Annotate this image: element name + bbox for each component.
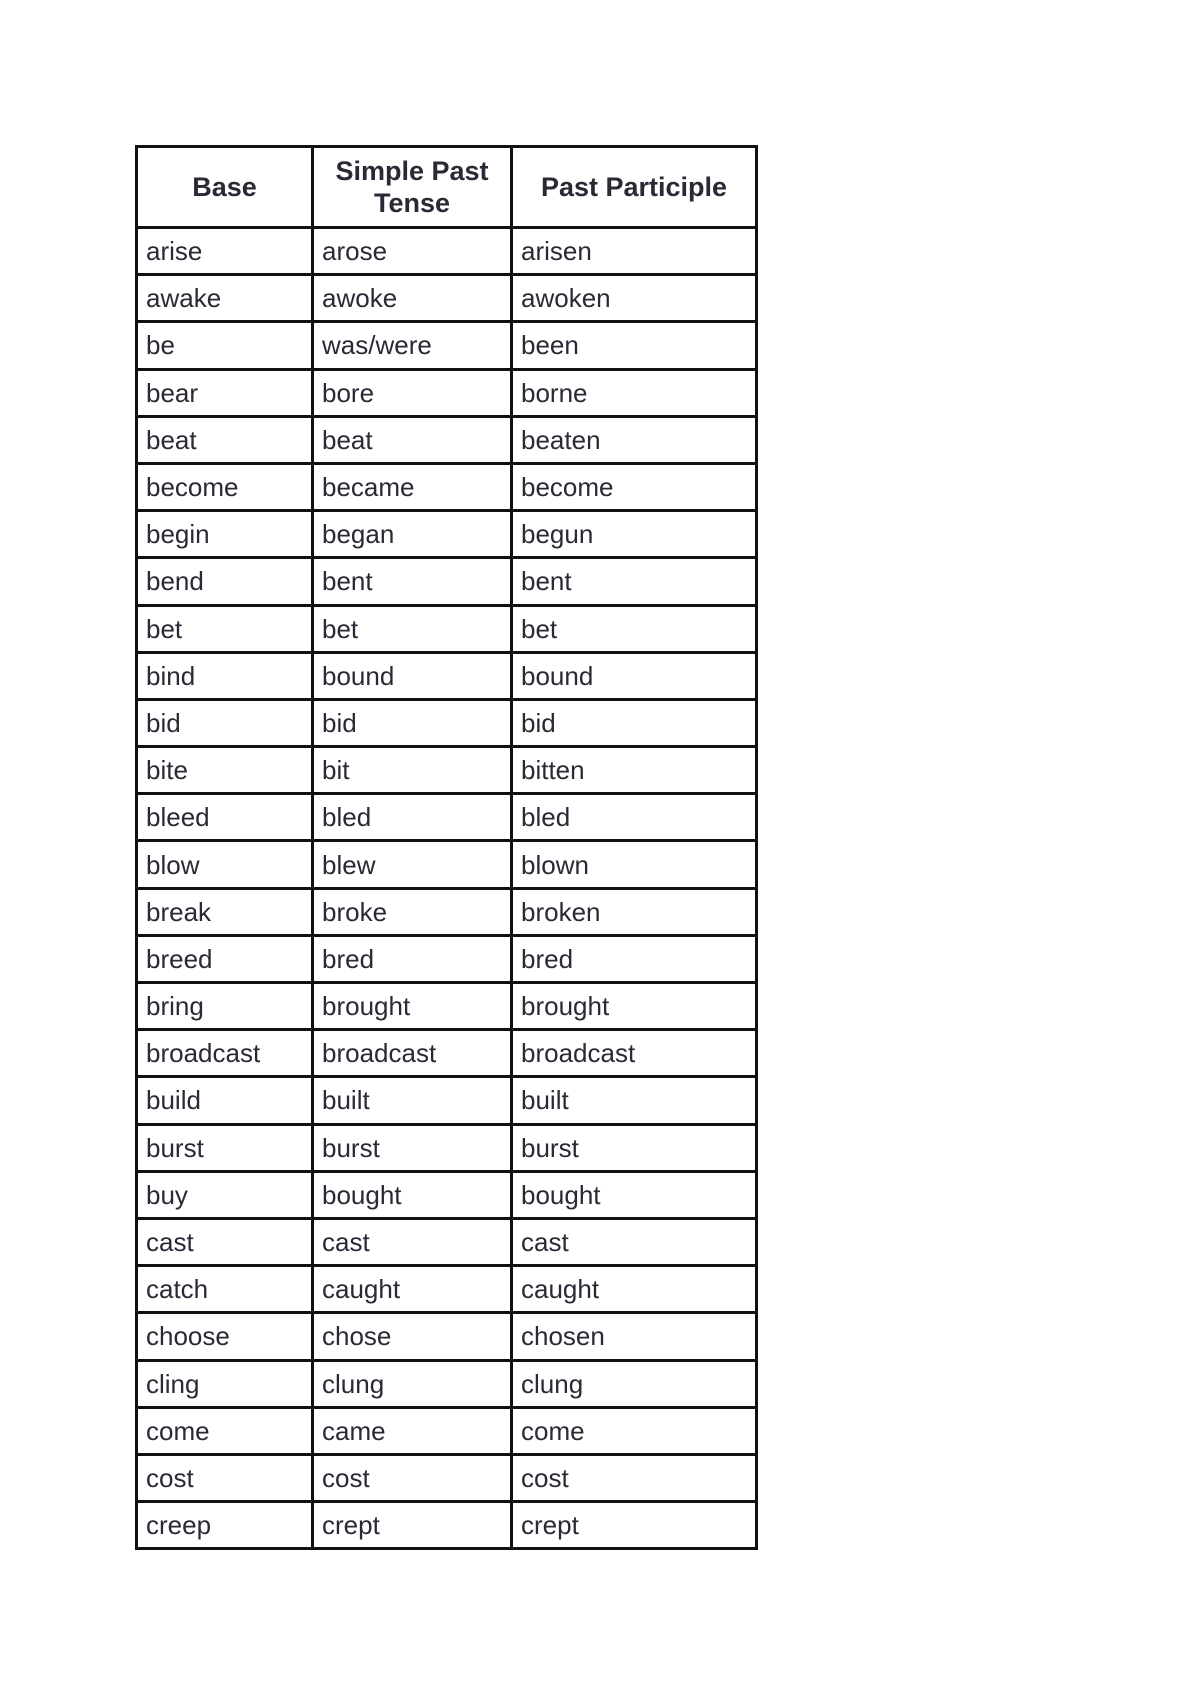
cell-past-participle: bitten bbox=[512, 747, 757, 794]
header-base: Base bbox=[137, 147, 313, 228]
table-row bbox=[137, 1454, 757, 1501]
table-row bbox=[137, 322, 757, 369]
cell-base: creep bbox=[137, 1502, 313, 1549]
cell-base: bleed bbox=[137, 794, 313, 841]
cell-past-participle: bet bbox=[512, 605, 757, 652]
table-row bbox=[137, 794, 757, 841]
cell-past-participle: built bbox=[512, 1077, 757, 1124]
table-row bbox=[137, 558, 757, 605]
cell-base: come bbox=[137, 1407, 313, 1454]
cell-simple-past: became bbox=[313, 463, 512, 510]
cell-base: become bbox=[137, 463, 313, 510]
cell-simple-past: caught bbox=[313, 1266, 512, 1313]
cell-base: bear bbox=[137, 369, 313, 416]
header-past-participle: Past Participle bbox=[512, 147, 757, 228]
table-row bbox=[137, 275, 757, 322]
cell-past-participle: blown bbox=[512, 841, 757, 888]
cell-past-participle: awoken bbox=[512, 275, 757, 322]
cell-base: beat bbox=[137, 416, 313, 463]
cell-base: be bbox=[137, 322, 313, 369]
cell-base: bind bbox=[137, 652, 313, 699]
irregular-verbs-table bbox=[135, 145, 758, 1550]
cell-simple-past: bled bbox=[313, 794, 512, 841]
cell-simple-past: bid bbox=[313, 699, 512, 746]
table-row bbox=[137, 1407, 757, 1454]
table-row bbox=[137, 888, 757, 935]
cell-base: begin bbox=[137, 511, 313, 558]
cell-simple-past: brought bbox=[313, 983, 512, 1030]
cell-base: awake bbox=[137, 275, 313, 322]
table-row bbox=[137, 747, 757, 794]
cell-simple-past: cast bbox=[313, 1218, 512, 1265]
cell-base: bite bbox=[137, 747, 313, 794]
cell-base: breed bbox=[137, 935, 313, 982]
table-row bbox=[137, 511, 757, 558]
cell-base: bring bbox=[137, 983, 313, 1030]
cell-past-participle: caught bbox=[512, 1266, 757, 1313]
table-row bbox=[137, 605, 757, 652]
cell-past-participle: bid bbox=[512, 699, 757, 746]
cell-base: cling bbox=[137, 1360, 313, 1407]
cell-base: catch bbox=[137, 1266, 313, 1313]
cell-simple-past: came bbox=[313, 1407, 512, 1454]
cell-past-participle: begun bbox=[512, 511, 757, 558]
cell-past-participle: cost bbox=[512, 1454, 757, 1501]
table-row bbox=[137, 699, 757, 746]
cell-simple-past: bound bbox=[313, 652, 512, 699]
table-row bbox=[137, 1360, 757, 1407]
cell-simple-past: bet bbox=[313, 605, 512, 652]
table-row bbox=[137, 369, 757, 416]
cell-past-participle: borne bbox=[512, 369, 757, 416]
table-row bbox=[137, 841, 757, 888]
cell-simple-past: bit bbox=[313, 747, 512, 794]
cell-simple-past: chose bbox=[313, 1313, 512, 1360]
table-row bbox=[137, 935, 757, 982]
cell-past-participle: bred bbox=[512, 935, 757, 982]
cell-base: buy bbox=[137, 1171, 313, 1218]
table-row bbox=[137, 1266, 757, 1313]
cell-simple-past: blew bbox=[313, 841, 512, 888]
cell-base: cost bbox=[137, 1454, 313, 1501]
cell-base: cast bbox=[137, 1218, 313, 1265]
cell-past-participle: bound bbox=[512, 652, 757, 699]
cell-simple-past: began bbox=[313, 511, 512, 558]
cell-simple-past: broke bbox=[313, 888, 512, 935]
cell-past-participle: crept bbox=[512, 1502, 757, 1549]
table-row bbox=[137, 416, 757, 463]
cell-past-participle: clung bbox=[512, 1360, 757, 1407]
cell-simple-past: clung bbox=[313, 1360, 512, 1407]
table-row bbox=[137, 1218, 757, 1265]
cell-past-participle: broken bbox=[512, 888, 757, 935]
header-simple-past-tense: Simple Past Tense bbox=[313, 147, 512, 228]
cell-simple-past: broadcast bbox=[313, 1030, 512, 1077]
cell-base: bet bbox=[137, 605, 313, 652]
cell-base: bid bbox=[137, 699, 313, 746]
cell-simple-past: crept bbox=[313, 1502, 512, 1549]
cell-past-participle: arisen bbox=[512, 228, 757, 275]
cell-base: bend bbox=[137, 558, 313, 605]
cell-past-participle: been bbox=[512, 322, 757, 369]
cell-base: blow bbox=[137, 841, 313, 888]
cell-simple-past: built bbox=[313, 1077, 512, 1124]
cell-past-participle: burst bbox=[512, 1124, 757, 1171]
cell-past-participle: broadcast bbox=[512, 1030, 757, 1077]
table-row bbox=[137, 983, 757, 1030]
cell-past-participle: bought bbox=[512, 1171, 757, 1218]
cell-base: build bbox=[137, 1077, 313, 1124]
table-row bbox=[137, 1313, 757, 1360]
table-row bbox=[137, 1502, 757, 1549]
table-row bbox=[137, 463, 757, 510]
table-row bbox=[137, 1030, 757, 1077]
cell-past-participle: become bbox=[512, 463, 757, 510]
table-header-row bbox=[137, 147, 757, 228]
cell-simple-past: bought bbox=[313, 1171, 512, 1218]
cell-simple-past: bore bbox=[313, 369, 512, 416]
cell-past-participle: brought bbox=[512, 983, 757, 1030]
cell-simple-past: beat bbox=[313, 416, 512, 463]
cell-base: break bbox=[137, 888, 313, 935]
cell-simple-past: awoke bbox=[313, 275, 512, 322]
cell-simple-past: bent bbox=[313, 558, 512, 605]
table-row bbox=[137, 1124, 757, 1171]
cell-base: choose bbox=[137, 1313, 313, 1360]
table-body bbox=[137, 228, 757, 1549]
cell-past-participle: bent bbox=[512, 558, 757, 605]
cell-past-participle: chosen bbox=[512, 1313, 757, 1360]
cell-simple-past: cost bbox=[313, 1454, 512, 1501]
cell-simple-past: burst bbox=[313, 1124, 512, 1171]
table-row bbox=[137, 1077, 757, 1124]
cell-base: arise bbox=[137, 228, 313, 275]
table-row bbox=[137, 652, 757, 699]
cell-past-participle: cast bbox=[512, 1218, 757, 1265]
table-row bbox=[137, 1171, 757, 1218]
cell-simple-past: arose bbox=[313, 228, 512, 275]
cell-simple-past: bred bbox=[313, 935, 512, 982]
cell-base: burst bbox=[137, 1124, 313, 1171]
cell-base: broadcast bbox=[137, 1030, 313, 1077]
cell-past-participle: beaten bbox=[512, 416, 757, 463]
table-row bbox=[137, 228, 757, 275]
cell-past-participle: come bbox=[512, 1407, 757, 1454]
cell-simple-past: was/were bbox=[313, 322, 512, 369]
cell-past-participle: bled bbox=[512, 794, 757, 841]
